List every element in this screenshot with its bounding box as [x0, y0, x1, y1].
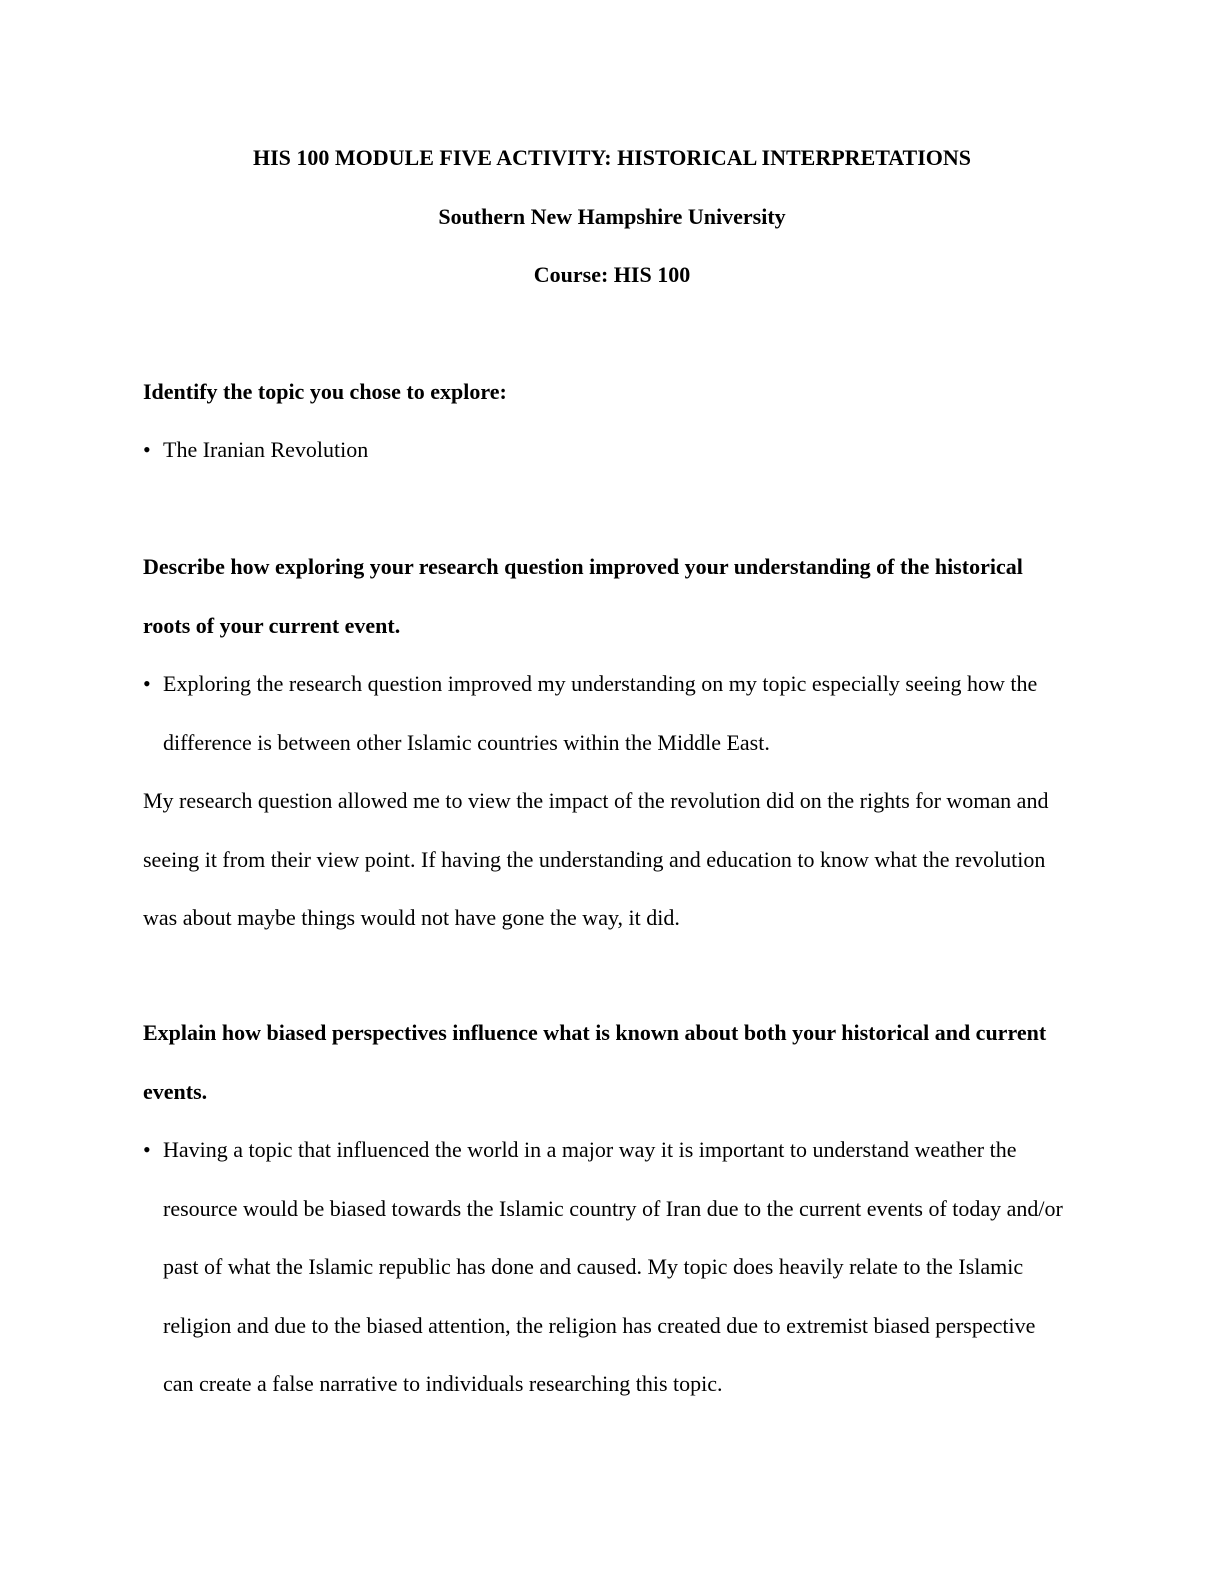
- section-2-bullet-text: Exploring the research question improved my understanding on my topic especially seeing how the difference is between other Islamic countries within the Middle East.: [163, 671, 1038, 755]
- course-label: Course: HIS 100: [533, 262, 691, 287]
- section-1-bullet-text: The Iranian Revolution: [163, 437, 369, 462]
- bullet-icon: •: [143, 437, 151, 462]
- institution-name: Southern New Hampshire University: [438, 204, 786, 229]
- bullet-icon: •: [143, 1137, 151, 1162]
- section-3-bullet: [143, 1121, 1063, 1414]
- section-2-bullet: [143, 655, 1063, 772]
- section-2-paragraph: My research question allowed me to view the impact of the revolution did on the rights for woman and seeing it from their view point. If having the understanding and education to know what the revolution was about maybe things would not have gone the way, it did.: [143, 788, 1049, 930]
- section-2-heading: Describe how exploring your research question improved your understanding of the historical roots of your current event.: [143, 554, 1023, 638]
- section-3-heading: Explain how biased perspectives influence what is known about both your historical and current events.: [143, 1020, 1047, 1104]
- section-1-bullet: [143, 421, 1063, 480]
- bullet-icon: •: [143, 671, 151, 696]
- section-3-bullet-text: Having a topic that influenced the world in a major way it is important to understand weather the resource would be biased towards the Islamic country of Iran due to the current events of today and/or past of what the Islamic republic has done and caused. My topic does heavily relate to the Islamic religion and due to the biased attention, the religion has created due to extremist biased perspective can create a false narrative to individuals researching this topic.: [163, 1137, 1063, 1396]
- document-title: HIS 100 MODULE FIVE ACTIVITY: HISTORICAL INTERPRETATIONS: [252, 145, 972, 170]
- section-1-heading: Identify the topic you chose to explore:: [143, 379, 507, 404]
